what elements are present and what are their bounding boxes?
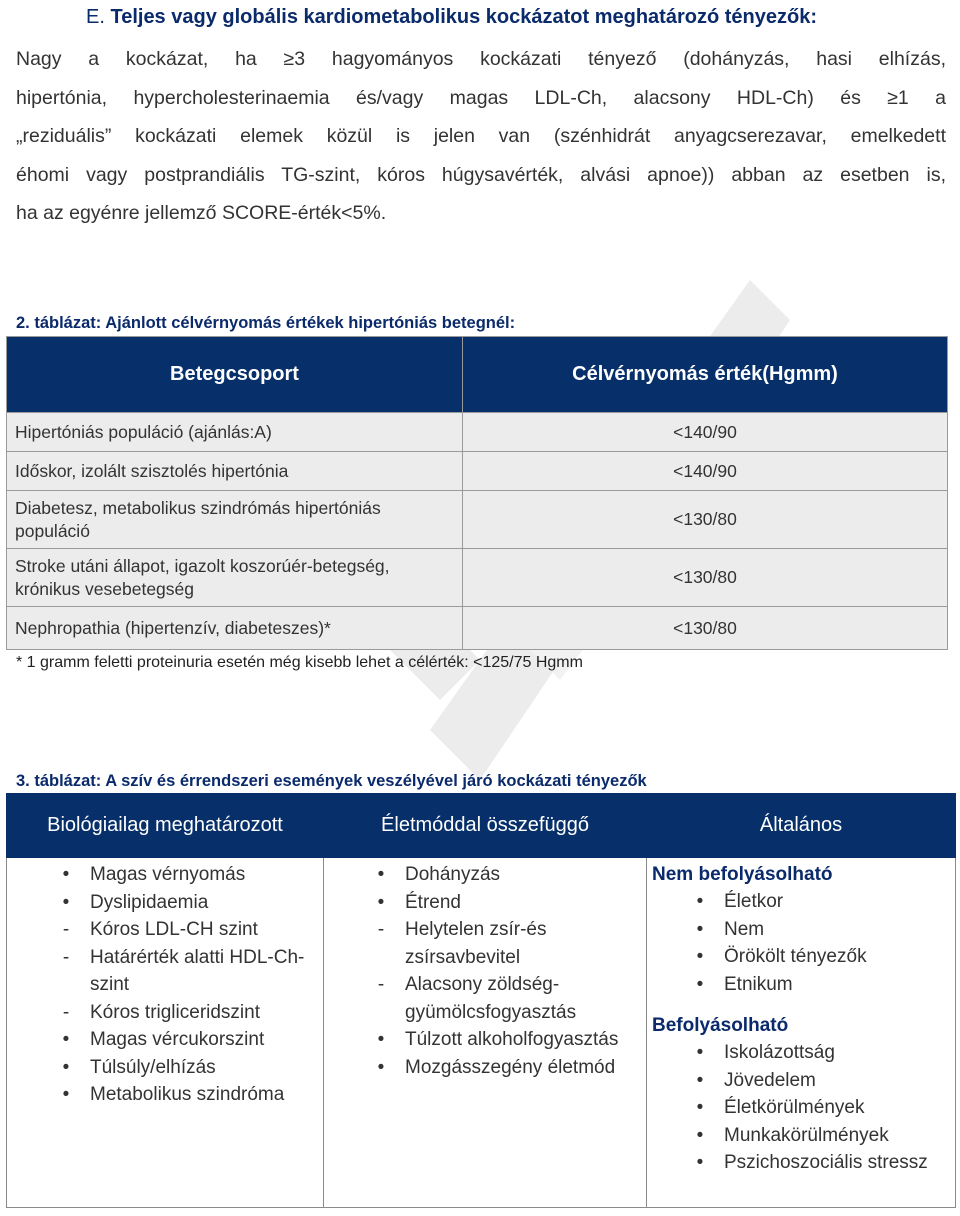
bullet-icon: •	[62, 864, 70, 885]
list-item-text: Kóros LDL-CH szint	[90, 919, 258, 940]
list-item	[62, 916, 322, 944]
lifestyle-factors-list	[325, 861, 645, 1081]
list-item	[377, 916, 645, 971]
paragraph-line: ha az egyénre jellemző SCORE-érték<5%.	[16, 202, 387, 224]
list-item	[696, 1122, 954, 1150]
column-header: Életmóddal összefüggő	[324, 794, 647, 858]
list-item-text: Etnikum	[724, 973, 793, 995]
table-cell: Diabetesz, metabolikus szindrómás hipertóniás populáció	[7, 491, 463, 549]
bullet-icon: •	[62, 1084, 70, 1105]
list-item	[696, 971, 954, 999]
list-item	[696, 916, 954, 944]
list-item	[62, 861, 322, 889]
table-header-row	[7, 794, 956, 858]
table-cell: <130/80	[463, 491, 948, 549]
bullet-icon: •	[696, 1042, 704, 1063]
column-header: Célvérnyomás érték(Hgmm)	[463, 337, 948, 413]
section-title: Teljes vagy globális kardiometabolikus kockázatot meghatározó tényezők:	[110, 6, 817, 28]
list-item	[377, 889, 645, 917]
list-item	[62, 1026, 322, 1054]
risk-factors-table	[6, 793, 956, 1208]
list-item	[377, 1026, 645, 1054]
list-item-text: Határérték alatti HDL-Ch-szint	[90, 946, 305, 995]
dash-icon: -	[377, 919, 385, 940]
table-header-row	[7, 337, 948, 413]
table-cell: <140/90	[463, 413, 948, 452]
dash-icon: -	[62, 919, 70, 940]
list-item-text: Helytelen zsír-és zsírsavbevitel	[405, 919, 547, 968]
bullet-icon: •	[696, 1124, 704, 1146]
table-cell: <130/80	[463, 607, 948, 650]
table2-caption: 2. táblázat: Ajánlott célvérnyomás értékek hipertóniás betegnél:	[16, 314, 516, 332]
paragraph-line: „reziduális” kockázati elemek közül is jelen van (szénhidrát anyagcserezavar, emelkedett	[16, 125, 946, 147]
list-item	[696, 888, 954, 916]
list-item-text: Életkörülmények	[724, 1097, 865, 1118]
list-item-text: Jövedelem	[724, 1069, 816, 1091]
list-item-text: Örökölt tényezők	[724, 946, 867, 967]
list-item-text: Alacsony zöldség-gyümölcsfogyasztás	[405, 974, 577, 1023]
section-paragraph	[16, 40, 946, 233]
list-item-text: Munkakörülmények	[724, 1124, 889, 1146]
table2-footnote: * 1 gramm feletti proteinuria esetén még kisebb lehet a célérték: <125/75 Hgmm	[16, 654, 583, 671]
bullet-icon: •	[696, 1152, 704, 1173]
list-item-text: Mozgásszegény életmód	[405, 1056, 616, 1078]
list-item	[62, 999, 322, 1027]
lifestyle-factors-cell	[324, 858, 647, 1208]
table-cell: Nephropathia (hipertenzív, diabeteszes)*	[7, 607, 463, 650]
list-item	[62, 1081, 322, 1109]
list-item-text: Túlzott alkoholfogyasztás	[405, 1029, 619, 1050]
modifiable-title: Befolyásolható	[652, 1015, 789, 1036]
dash-icon: -	[62, 1001, 70, 1023]
non-modifiable-title: Nem befolyásolható	[652, 864, 833, 885]
bullet-icon: •	[696, 1097, 704, 1118]
dash-icon: -	[377, 974, 385, 995]
table-cell: Időskor, izolált szisztolés hipertónia	[7, 452, 463, 491]
list-item-text: Nem	[724, 918, 765, 940]
bullet-icon: •	[696, 946, 704, 967]
list-item-text: Magas vércukorszint	[90, 1029, 265, 1050]
paragraph-line: Nagy a kockázat, ha ≥3 hagyományos kockázati tényező (dohányzás, hasi elhízás,	[16, 48, 946, 70]
list-item-text: Étrend	[405, 891, 461, 913]
biological-factors-cell	[7, 858, 324, 1208]
list-item-text: Magas vérnyomás	[90, 864, 246, 885]
biological-factors-list	[8, 861, 322, 1109]
table-row	[7, 452, 948, 491]
table-row	[7, 491, 948, 549]
bullet-icon: •	[696, 1069, 704, 1091]
list-item-text: Pszichoszociális stressz	[724, 1152, 928, 1173]
bullet-icon: •	[696, 891, 704, 912]
bullet-icon: •	[377, 864, 385, 885]
list-item-text: Metabolikus szindróma	[90, 1084, 285, 1105]
table-cell: Stroke utáni állapot, igazolt koszorúér-betegség, krónikus vesebetegség	[7, 549, 463, 607]
modifiable-list	[648, 1039, 954, 1177]
bullet-icon: •	[62, 1029, 70, 1050]
table-cell: <130/80	[463, 549, 948, 607]
list-item	[696, 1094, 954, 1122]
dash-icon: -	[62, 946, 70, 968]
bullet-icon: •	[696, 918, 704, 940]
bullet-icon: •	[62, 1056, 70, 1078]
list-item	[62, 1054, 322, 1082]
list-item-text: Kóros trigliceridszint	[90, 1001, 260, 1023]
list-item	[696, 1039, 954, 1067]
table-row	[7, 549, 948, 607]
column-header: Általános	[647, 794, 956, 858]
table-row	[7, 858, 956, 1208]
list-item-text: Dyslipidaemia	[90, 891, 209, 913]
bullet-icon: •	[377, 1029, 385, 1050]
list-item-text: Túlsúly/elhízás	[90, 1056, 216, 1078]
table-cell: Hipertóniás populáció (ajánlás:A)	[7, 413, 463, 452]
table-row	[7, 413, 948, 452]
list-item	[62, 889, 322, 917]
table3-caption: 3. táblázat: A szív és érrendszeri események veszélyével járó kockázati tényezők	[16, 772, 647, 790]
table-cell: <140/90	[463, 452, 948, 491]
general-factors-cell	[647, 858, 956, 1208]
paragraph-line: éhomi vagy postprandiális TG-szint, kóros húgysavérték, alvási apnoe)) abban az esetben is,	[16, 163, 946, 186]
list-item	[377, 1054, 645, 1082]
target-bp-table	[6, 336, 948, 650]
list-item-text: Dohányzás	[405, 864, 501, 885]
list-item	[377, 971, 645, 1026]
table-row	[7, 607, 948, 650]
list-item	[696, 943, 954, 971]
list-item-text: Iskolázottság	[724, 1042, 835, 1063]
bullet-icon: •	[62, 891, 70, 913]
non-modifiable-list	[648, 888, 954, 998]
column-header: Biológiailag meghatározott	[7, 794, 324, 858]
list-item	[377, 861, 645, 889]
section-letter: E.	[86, 6, 105, 28]
bullet-icon: •	[377, 891, 385, 913]
list-item	[696, 1067, 954, 1095]
list-item	[62, 944, 322, 999]
list-item	[696, 1149, 954, 1177]
bullet-icon: •	[377, 1056, 385, 1078]
column-header: Betegcsoport	[7, 337, 463, 413]
section-heading	[86, 4, 817, 30]
bullet-icon: •	[696, 973, 704, 995]
list-item-text: Életkor	[724, 891, 784, 912]
paragraph-line: hipertónia, hypercholesterinaemia és/vagy magas LDL-Ch, alacsony HDL-Ch) és ≥1 a	[16, 86, 946, 109]
